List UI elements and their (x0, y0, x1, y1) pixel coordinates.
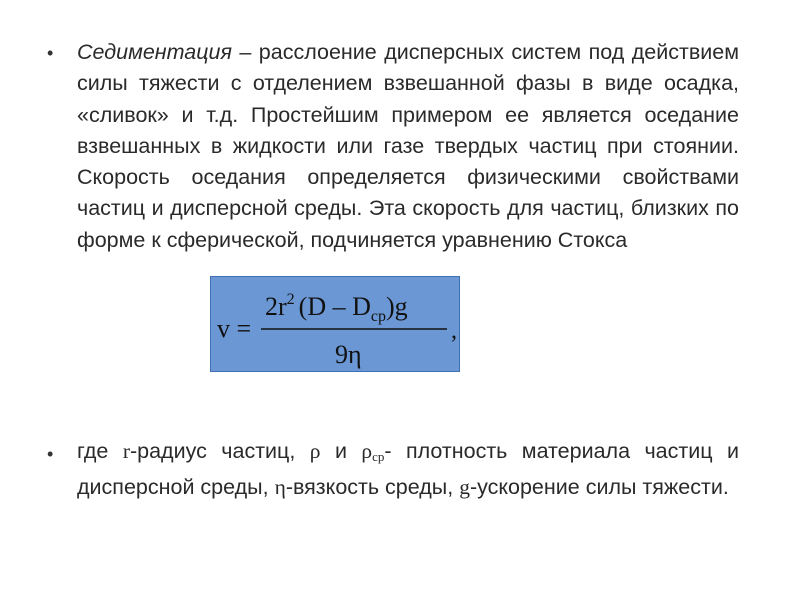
formula-denominator: 9η (335, 340, 362, 369)
def-text-4: - плотность материала частиц и дисперсной среды, (77, 439, 739, 500)
symbol-eta: η (274, 475, 286, 500)
formula-numerator: $2r^2$ $(D - D_{ср})g$ (265, 291, 408, 325)
paragraph-1-text: – расслоение дисперсных систем под действием силы тяжести с отделением взвешанной фазы в виде осадка, «сливок» и т.д. Простейшим примером ее является оседание взвешанных в жидкости или газе твердых частиц при стоянии. Скорость оседания определяется физическими свойствами частиц и дисперсной среды. Эта скорость для частиц, близких по форме к сферической, подчиняется уравнению Стокса (77, 40, 739, 252)
term-sedimentation: Седиментация (77, 40, 232, 64)
symbol-r: r (122, 439, 130, 463)
formula-comma: , (451, 318, 457, 344)
stokes-formula-box (210, 276, 460, 372)
symbol-rho-cp-subscript: ср (372, 449, 385, 464)
def-text-2: -радиус частиц, (129, 439, 310, 463)
paragraph-sedimentation (77, 37, 739, 256)
symbol-rho: ρ (309, 439, 321, 463)
formula-lhs: v = (217, 314, 252, 343)
def-text-3: и (320, 439, 362, 463)
paragraph-definitions (77, 436, 739, 504)
def-text-5: -вязкость среды, (285, 475, 460, 500)
def-text-6: -ускорение силы тяжести. (469, 475, 729, 500)
symbol-rho-cp: ρ (361, 439, 373, 463)
def-text-1: где (77, 439, 123, 463)
stokes-formula (211, 277, 461, 373)
bullet-2: • (47, 444, 54, 464)
symbol-g: g (459, 475, 470, 500)
bullet-1: • (47, 43, 54, 63)
